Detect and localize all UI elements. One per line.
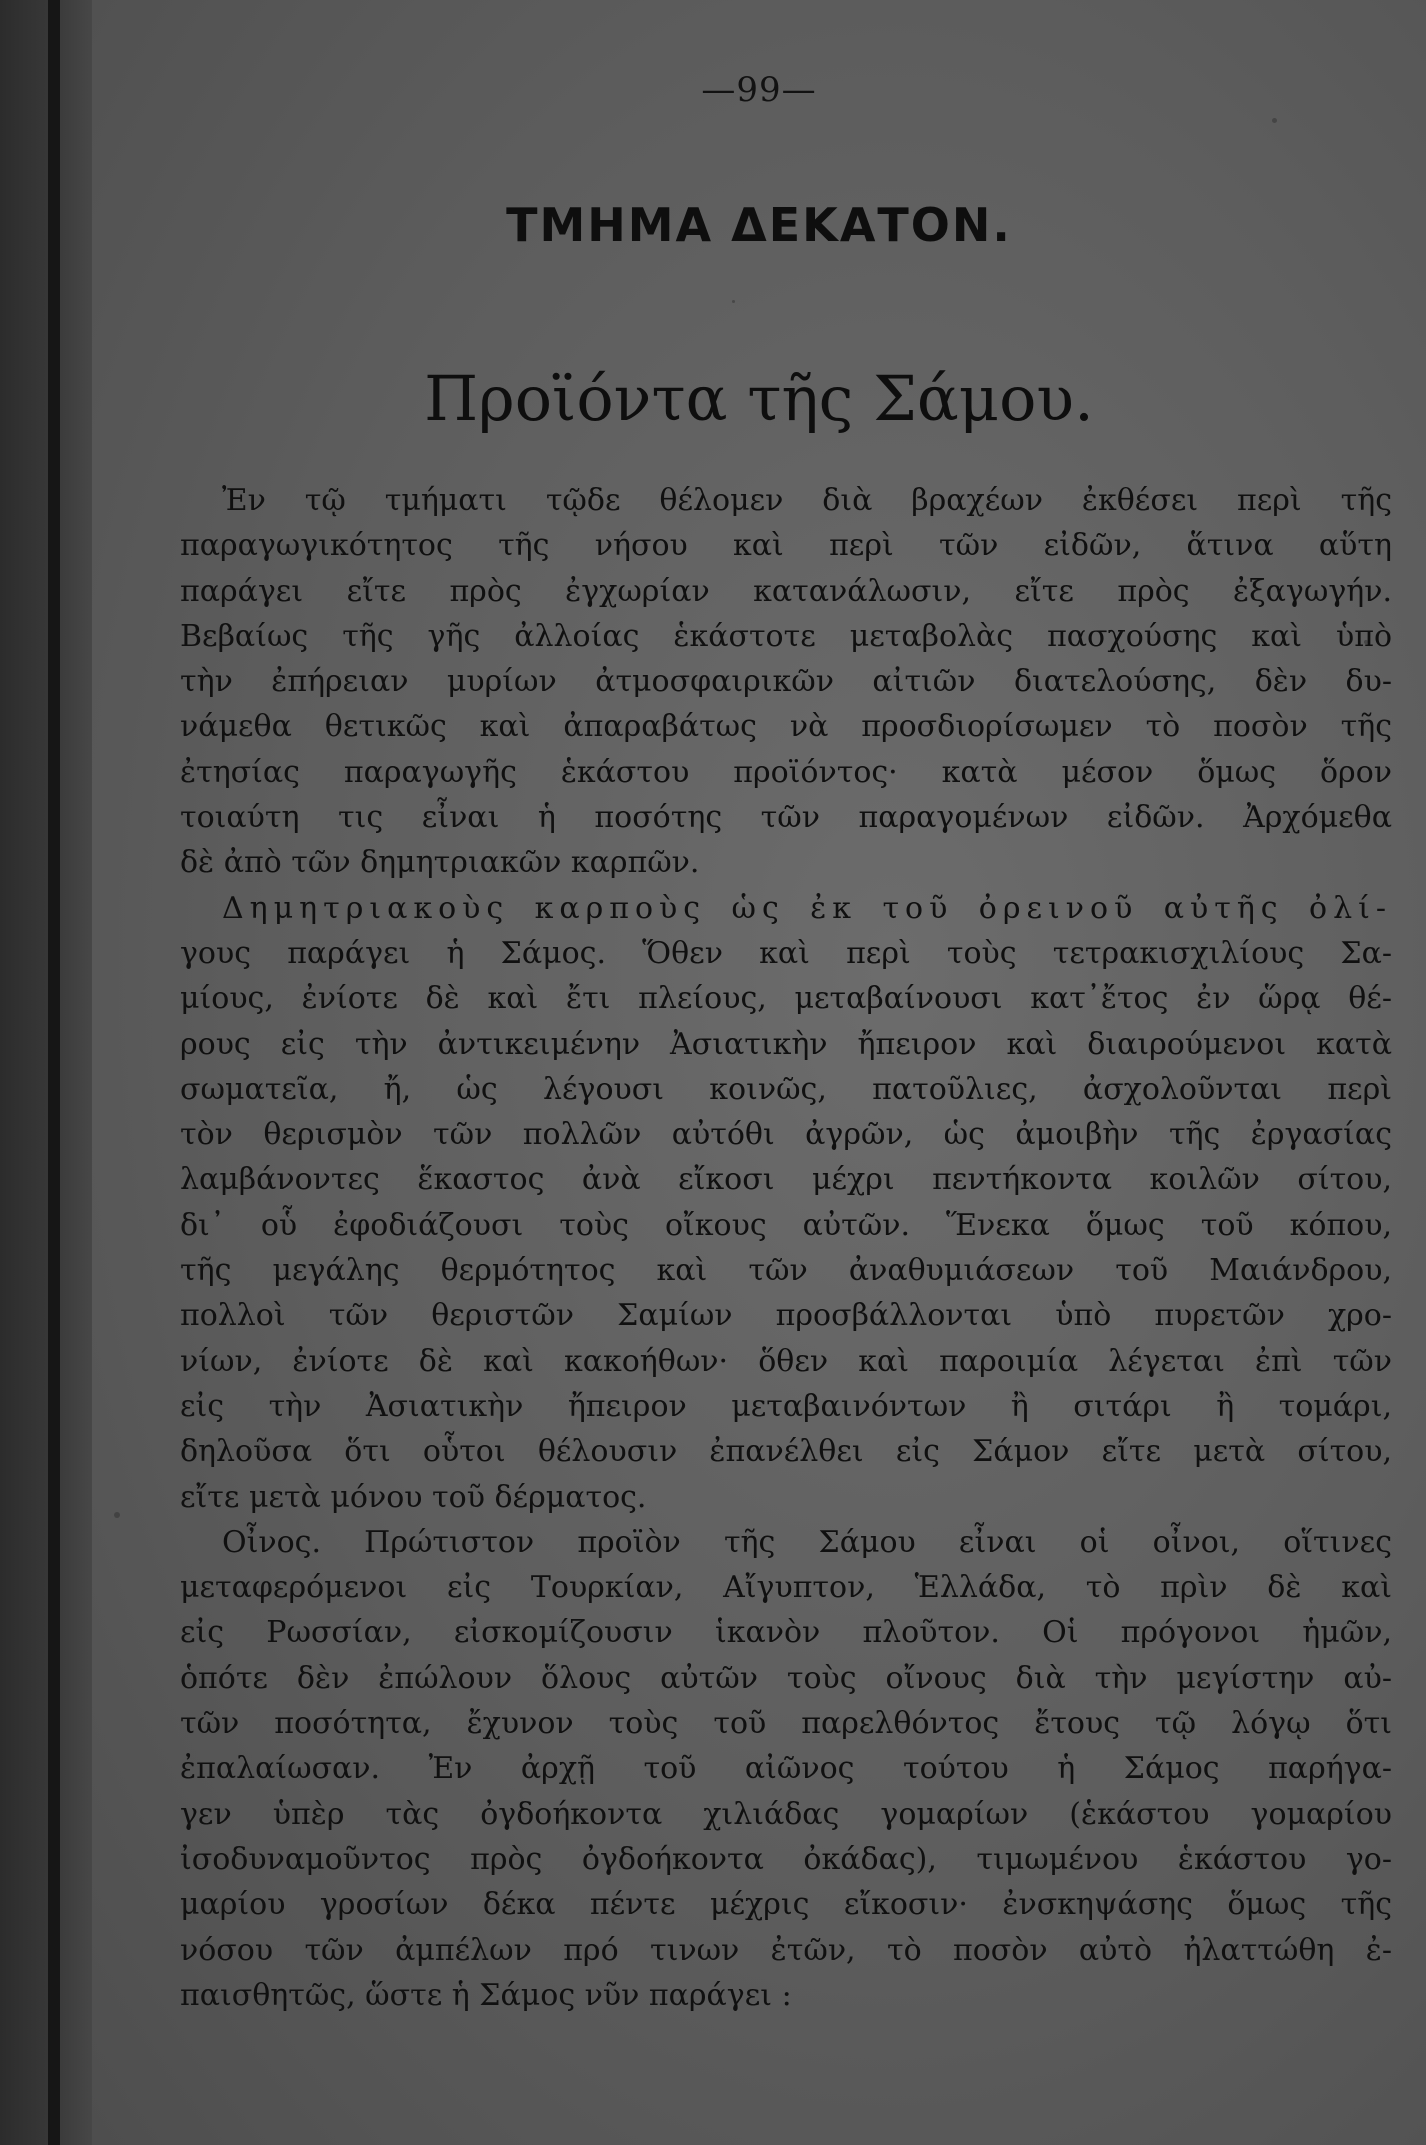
text-line: μίους, ἐνίοτε δὲ καὶ ἔτι πλείους, μεταβαίνουσι κατ᾽ἔτος ἐν ὥρᾳ θέ- <box>180 981 1392 1017</box>
text-line: ἐτησίας παραγωγῆς ἑκάστου προϊόντος· κατὰ μέσον ὅμως ὅρον <box>180 754 1392 790</box>
text-line: παραγωγικότητος τῆς νήσου καὶ περὶ τῶν εἰδῶν, ἅτινα αὕτη <box>180 528 1392 564</box>
book-page <box>92 0 1426 2145</box>
text-line: νίων, ἐνίοτε δὲ καὶ κακοήθων· ὅθεν καὶ παροιμία λέγεται ἐπὶ τῶν <box>180 1343 1392 1379</box>
chapter-title: Προϊόντα τῆς Σάμου. <box>424 362 1094 435</box>
text-line: δι᾽ οὗ ἐφοδιάζουσι τοὺς οἴκους αὐτῶν. Ἕνεκα ὅμως τοῦ κόπου, <box>180 1207 1392 1243</box>
text-line: Βεβαίως τῆς γῆς ἀλλοίας ἑκάστοτε μεταβολὰς πασχούσης καὶ ὑπὸ <box>180 618 1392 654</box>
text-line: μεταφερόμενοι εἰς Τουρκίαν, Αἴγυπτον, Ἑλλάδα, τὸ πρὶν δὲ καὶ <box>180 1570 1392 1606</box>
text-line: εἴτε μετὰ μόνου τοῦ δέρματος. <box>180 1479 647 1515</box>
section-title: ΤΜΗΜΑ ΔΕΚΑΤΟΝ. <box>506 198 1012 252</box>
text-line: εἰς Ρωσσίαν, εἰσκομίζουσιν ἱκανὸν πλοῦτον. Οἱ πρόγονοι ἡμῶν, <box>180 1615 1392 1651</box>
text-line: σωματεῖα, ἤ, ὡς λέγουσι κοινῶς, πατοῦλιες, ἀσχολοῦνται περὶ <box>180 1071 1392 1107</box>
text-line: τὴν ἐπήρειαν μυρίων ἀτμοσφαιρικῶν αἰτιῶν διατελούσης, δὲν δυ- <box>180 664 1392 700</box>
text-line: τῆς μεγάλης θερμότητος καὶ τῶν ἀναθυμιάσεων τοῦ Μαιάνδρου, <box>180 1253 1392 1289</box>
text-line: Δημητριακοὺς καρποὺς ὡς ἐκ τοῦ ὀρεινοῦ αὐτῆς ὀλί- <box>222 890 1392 926</box>
text-line: εἰς τὴν Ἀσιατικὴν ἤπειρον μεταβαινόντων ἢ σιτάρι ἢ τομάρι, <box>180 1388 1392 1424</box>
text-line: ὁπότε δὲν ἐπώλουν ὅλους αὐτῶν τοὺς οἴνους διὰ τὴν μεγίστην αὐ- <box>180 1660 1392 1696</box>
text-line: μαρίου γροσίων δέκα πέντε μέχρις εἴκοσιν· ἐνσκηψάσης ὅμως τῆς <box>180 1887 1392 1923</box>
text-line: νόσου τῶν ἀμπέλων πρό τινων ἐτῶν, τὸ ποσὸν αὐτὸ ἠλαττώθη ἐ- <box>180 1932 1392 1968</box>
paper-speck <box>1272 118 1277 123</box>
text-line: ἐπαλαίωσαν. Ἐν ἀρχῇ τοῦ αἰῶνος τούτου ἡ Σάμος παρήγα- <box>180 1751 1392 1787</box>
text-line: λαμβάνοντες ἕκαστος ἀνὰ εἴκοσι μέχρι πεντήκοντα κοιλῶν σίτου, <box>180 1162 1392 1198</box>
paper-speck <box>1364 640 1368 644</box>
text-line: ἰσοδυναμοῦντος πρὸς ὀγδοήκοντα ὀκάδας), τιμωμένου ἑκάστου γο- <box>180 1841 1392 1877</box>
text-line: γους παράγει ἡ Σάμος. Ὅθεν καὶ περὶ τοὺς τετρακισχιλίους Σα- <box>180 935 1392 971</box>
book-spine <box>0 0 92 2145</box>
paper-speck <box>732 300 735 303</box>
text-line: γεν ὑπὲρ τὰς ὀγδοήκοντα χιλιάδας γομαρίων (ἑκάστου γομαρίου <box>180 1796 1392 1832</box>
text-line: τοιαύτη τις εἶναι ἡ ποσότης τῶν παραγομένων εἰδῶν. Ἀρχόμεθα <box>180 800 1392 836</box>
text-line: πολλοὶ τῶν θεριστῶν Σαμίων προσβάλλονται ὑπὸ πυρετῶν χρο- <box>180 1298 1392 1334</box>
page-number: —99— <box>701 70 817 110</box>
paper-speck <box>114 1512 120 1518</box>
text-line: ρους εἰς τὴν ἀντικειμένην Ἀσιατικὴν ἤπειρον καὶ διαιρούμενοι κατὰ <box>180 1026 1392 1062</box>
text-line: τὸν θερισμὸν τῶν πολλῶν αὐτόθι ἀγρῶν, ὡς ἀμοιβὴν τῆς ἐργασίας <box>180 1117 1392 1153</box>
text-line: δηλοῦσα ὅτι οὗτοι θέλουσιν ἐπανέλθει εἰς Σάμον εἴτε μετὰ σίτου, <box>180 1434 1392 1470</box>
spine-shadow <box>48 0 60 2145</box>
text-line: δὲ ἀπὸ τῶν δημητριακῶν καρπῶν. <box>180 845 700 881</box>
text-line: παράγει εἴτε πρὸς ἐγχωρίαν κατανάλωσιν, εἴτε πρὸς ἐξαγωγήν. <box>180 573 1392 609</box>
text-line: Ἐν τῷ τμήματι τῷδε θέλομεν διὰ βραχέων ἐκθέσει περὶ τῆς <box>222 483 1392 518</box>
text-line: νάμεθα θετικῶς καὶ ἀπαραβάτως νὰ προσδιορίσωμεν τὸ ποσὸν τῆς <box>180 709 1392 745</box>
text-line: Οἶνος. Πρώτιστον προϊὸν τῆς Σάμου εἶναι οἱ οἶνοι, οἵτινες <box>222 1524 1392 1560</box>
text-line: παισθητῶς, ὥστε ἡ Σάμος νῦν παράγει : <box>180 1977 792 2013</box>
body-text <box>180 478 1392 2018</box>
text-line: τῶν ποσότητα, ἔχυνον τοὺς τοῦ παρελθόντος ἔτους τῷ λόγῳ ὅτι <box>180 1706 1392 1742</box>
